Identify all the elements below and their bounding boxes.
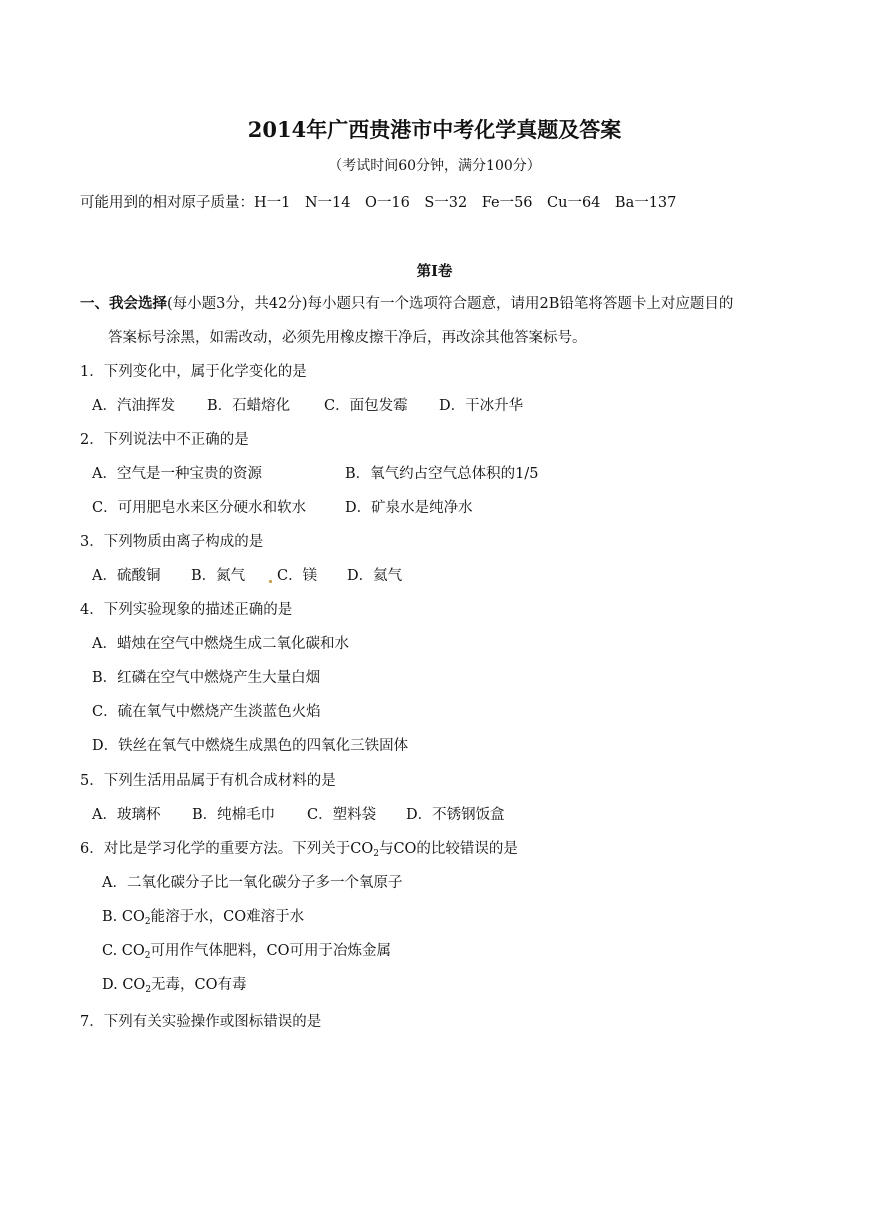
q5-option-b: B．纯棉毛巾	[192, 807, 276, 823]
q6-option-b-post: 能溶于水，CO难溶于水	[150, 909, 305, 925]
instructions-line-2: 答案标号涂黑，如需改动，必须先用橡皮擦干净后，再改涂其他答案标号。	[108, 330, 587, 346]
q1-option-b: B．石蜡熔化	[207, 398, 291, 414]
q6-option-d-sub: 2	[145, 985, 152, 995]
q6-option-c-sub: 2	[144, 951, 151, 961]
q4-option-c: C．硫在氧气中燃烧产生淡蓝色火焰	[92, 704, 321, 720]
question-4-stem: 4．下列实验现象的描述正确的是	[80, 602, 293, 618]
q6-option-c-pre: C. CO	[102, 943, 145, 959]
q1-option-c: C．面包发霉	[324, 398, 408, 414]
q3-option-c: C．镁	[277, 568, 318, 584]
question-6-stem	[80, 839, 518, 859]
question-3-options	[92, 566, 402, 586]
q4-option-b: B．红磷在空气中燃烧产生大量白烟	[92, 670, 321, 686]
instructions-line-1	[80, 294, 733, 314]
q6-stem-post: 与CO的比较错误的是	[378, 841, 518, 857]
instructions-rest-1: (每小题3分，共42分)每小题只有一个选项符合题意，请用2B铅笔将答题卡上对应题目的	[167, 296, 734, 312]
question-2-stem: 2．下列说法中不正确的是	[80, 432, 249, 448]
stray-mark	[269, 580, 272, 583]
q6-option-b-sub: 2	[144, 917, 151, 927]
question-7-stem: 7．下列有关实验操作或图标错误的是	[80, 1014, 322, 1030]
q1-option-d: D．干冰升华	[439, 398, 524, 414]
question-5-stem: 5．下列生活用品属于有机合成材料的是	[80, 773, 336, 789]
document-title: 2014年广西贵港市中考化学真题及答案	[247, 117, 622, 142]
q6-option-b-pre: B. CO	[102, 909, 145, 925]
atomic-masses-line: 可能用到的相对原子质量：H一1 N一14 O一16 S一32 Fe一56 Cu一64 Ba一137	[80, 195, 677, 211]
question-2-options-row-1	[92, 464, 539, 484]
q6-stem-sub: 2	[373, 849, 379, 859]
q6-stem-pre: 6．对比是学习化学的重要方法。下列关于CO	[80, 841, 374, 857]
q5-option-a: A．玻璃杯	[92, 807, 161, 823]
q4-option-d: D．铁丝在氧气中燃烧生成黑色的四氧化三铁固体	[92, 738, 409, 754]
exam-time-note: （考试时间60分钟，满分100分）	[328, 158, 541, 174]
q3-option-b: B．氮气	[191, 568, 246, 584]
q6-option-c	[102, 941, 391, 961]
question-1-options	[92, 396, 523, 416]
q6-option-b	[102, 907, 304, 927]
q2-option-b: B．氧气约占空气总体积的1/5	[345, 466, 539, 482]
q6-option-d	[102, 975, 247, 995]
instructions-head: 一、我会选择	[80, 295, 167, 312]
q6-option-c-post: 可用作气体肥料，CO可用于冶炼金属	[150, 943, 391, 959]
section-heading: 第I卷	[416, 263, 453, 280]
q6-option-a: A．二氧化碳分子比一氧化碳分子多一个氧原子	[102, 875, 403, 891]
question-1-stem: 1．下列变化中，属于化学变化的是	[80, 364, 307, 380]
q2-option-c: C．可用肥皂水来区分硬水和软水	[92, 500, 307, 516]
q4-option-a: A．蜡烛在空气中燃烧生成二氧化碳和水	[92, 636, 349, 652]
q6-option-d-post: 无毒，CO有毒	[151, 977, 247, 993]
q6-option-d-pre: D. CO	[102, 977, 146, 993]
q1-option-a: A．汽油挥发	[92, 398, 175, 414]
question-5-options	[92, 805, 505, 825]
question-2-options-row-2	[92, 498, 473, 518]
q2-option-d: D．矿泉水是纯净水	[345, 500, 473, 516]
q2-option-a: A．空气是一种宝贵的资源	[92, 466, 262, 482]
question-3-stem: 3．下列物质由离子构成的是	[80, 534, 264, 550]
q5-option-d: D．不锈钢饭盒	[406, 807, 505, 823]
q5-option-c: C．塑料袋	[307, 807, 377, 823]
q3-option-a: A．硫酸铜	[92, 568, 161, 584]
q3-option-d: D．氦气	[347, 568, 403, 584]
